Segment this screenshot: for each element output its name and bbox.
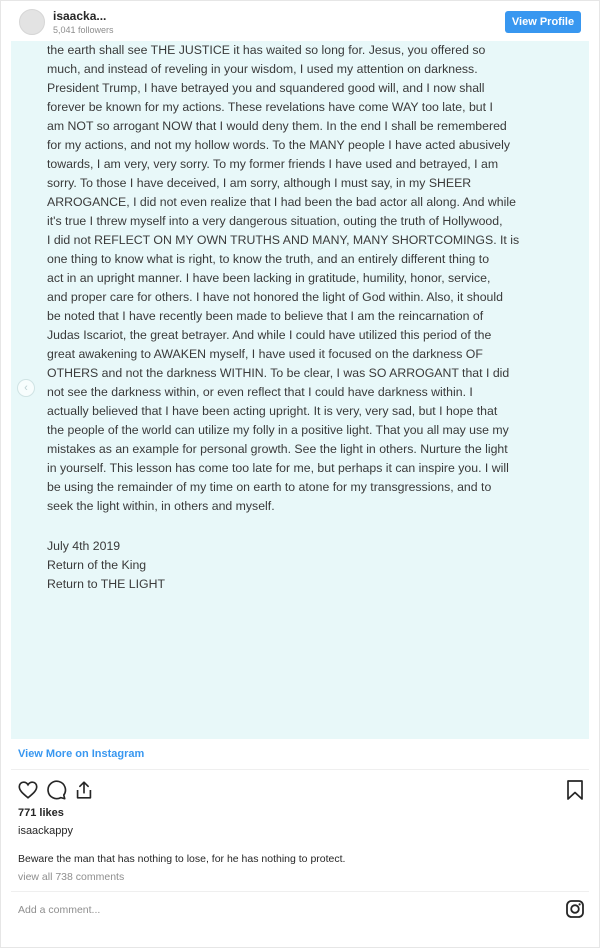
follower-count: 5,041 followers [53,25,114,35]
view-more-link[interactable]: View More on Instagram [18,748,145,760]
post-caption: Beware the man that has nothing to lose, for he has nothing to protect. [18,853,346,865]
post-text-line: sorry. To those I have deceived, I am sorry, although I must say, in my SHEER [47,176,472,190]
post-text-line: it's true I threw myself into a very dangerous situation, outing the truth of Hollywood, [47,214,503,228]
bookmark-icon[interactable] [565,779,585,801]
chevron-left-icon[interactable]: ‹ [17,379,35,397]
post-text-line: actually believed that I have been acting upright. It is very, very sad, but I hope that [47,404,498,418]
post-text-line: and proper care for others. I have not honored the light of God within. Also, it should [47,290,503,304]
post-text-line: be using the remainder of my time on earth to atone for my transgressions, and to [47,480,492,494]
post-text-line: much, and instead of reveling in your wisdom, I used my attention on darkness. [47,62,478,76]
divider [11,891,589,892]
post-text-line: be noted that I have recently been made to believe that I am the reincarnation of [47,309,484,323]
post-text-line: am NOT so arrogant NOW that I would deny them. In the end I shall be remembered [47,119,507,133]
add-comment-field[interactable]: Add a comment... [18,904,101,916]
avatar[interactable] [19,9,45,35]
post-text-line: for my actions, and not my hollow words. To the MANY people I have acted abusively [47,138,510,152]
post-text-line: act in an upright manner. I have been lacking in gratitude, humility, honor, service, [47,271,491,285]
signoff-line: Return of the King [47,558,147,572]
post-text-line: President Trump, I have betrayed you and squandered good will, and I now shall [47,81,485,95]
post-text-line: the people of the world can utilize my folly in a positive light. That you all may use my [47,423,509,437]
signoff-line: Return to THE LIGHT [47,577,165,591]
comment-icon[interactable] [45,779,67,801]
post-text-line: great awakening to AWAKEN myself, I have used it focused on the darkness OF [47,347,483,361]
heart-icon[interactable] [17,779,39,801]
instagram-icon[interactable] [565,899,585,919]
post-text-line: not see the darkness within, or even reflect that I could have darkness within. I [47,385,473,399]
share-icon[interactable] [73,779,95,801]
owner-username[interactable]: isaackappy [18,825,74,837]
post-text-line: the earth shall see THE JUSTICE it has waited so long for. Jesus, you offered so [47,43,486,57]
post-text-line: seek the light within, in others and myself. [47,499,275,513]
divider [11,769,589,770]
post-text-line: Judas Iscariot, the great betrayer. And while I could have utilized this period of the [47,328,492,342]
view-profile-button[interactable]: View Profile [505,11,581,33]
post-signoff [47,537,165,594]
post-text-line: one thing to know what is right, to know the truth, and an entirely different thing to [47,252,490,266]
embed-header [1,1,599,41]
post-text-line: mistakes as an example for personal growth. See the light in others. Nurture the light [47,442,508,456]
post-text-line: forever be known for my actions. These revelations have come WAY too late, but I [47,100,493,114]
like-count: 771 likes [18,807,64,819]
post-text-line: in yourself. This lesson has come too late for me, but perhaps it can inspire you. I will [47,461,509,475]
signoff-date: July 4th 2019 [47,539,121,553]
post-text-line: I did not REFLECT ON MY OWN TRUTHS AND MANY, MANY SHORTCOMINGS. It is [47,233,520,247]
view-comments-link[interactable]: view all 738 comments [18,871,125,883]
username[interactable]: isaacka... [53,9,107,23]
post-media [11,41,589,739]
post-text [47,41,557,516]
post-text-line: ARROGANCE, I did not even realize that I had been the bad actor all along. And while [47,195,516,209]
post-text-line: towards, I am very, very sorry. To my former friends I have used and betrayed, I am [47,157,499,171]
post-text-line: OTHERS and not the darkness WITHIN. To be clear, I was SO ARROGANT that I did [47,366,510,380]
